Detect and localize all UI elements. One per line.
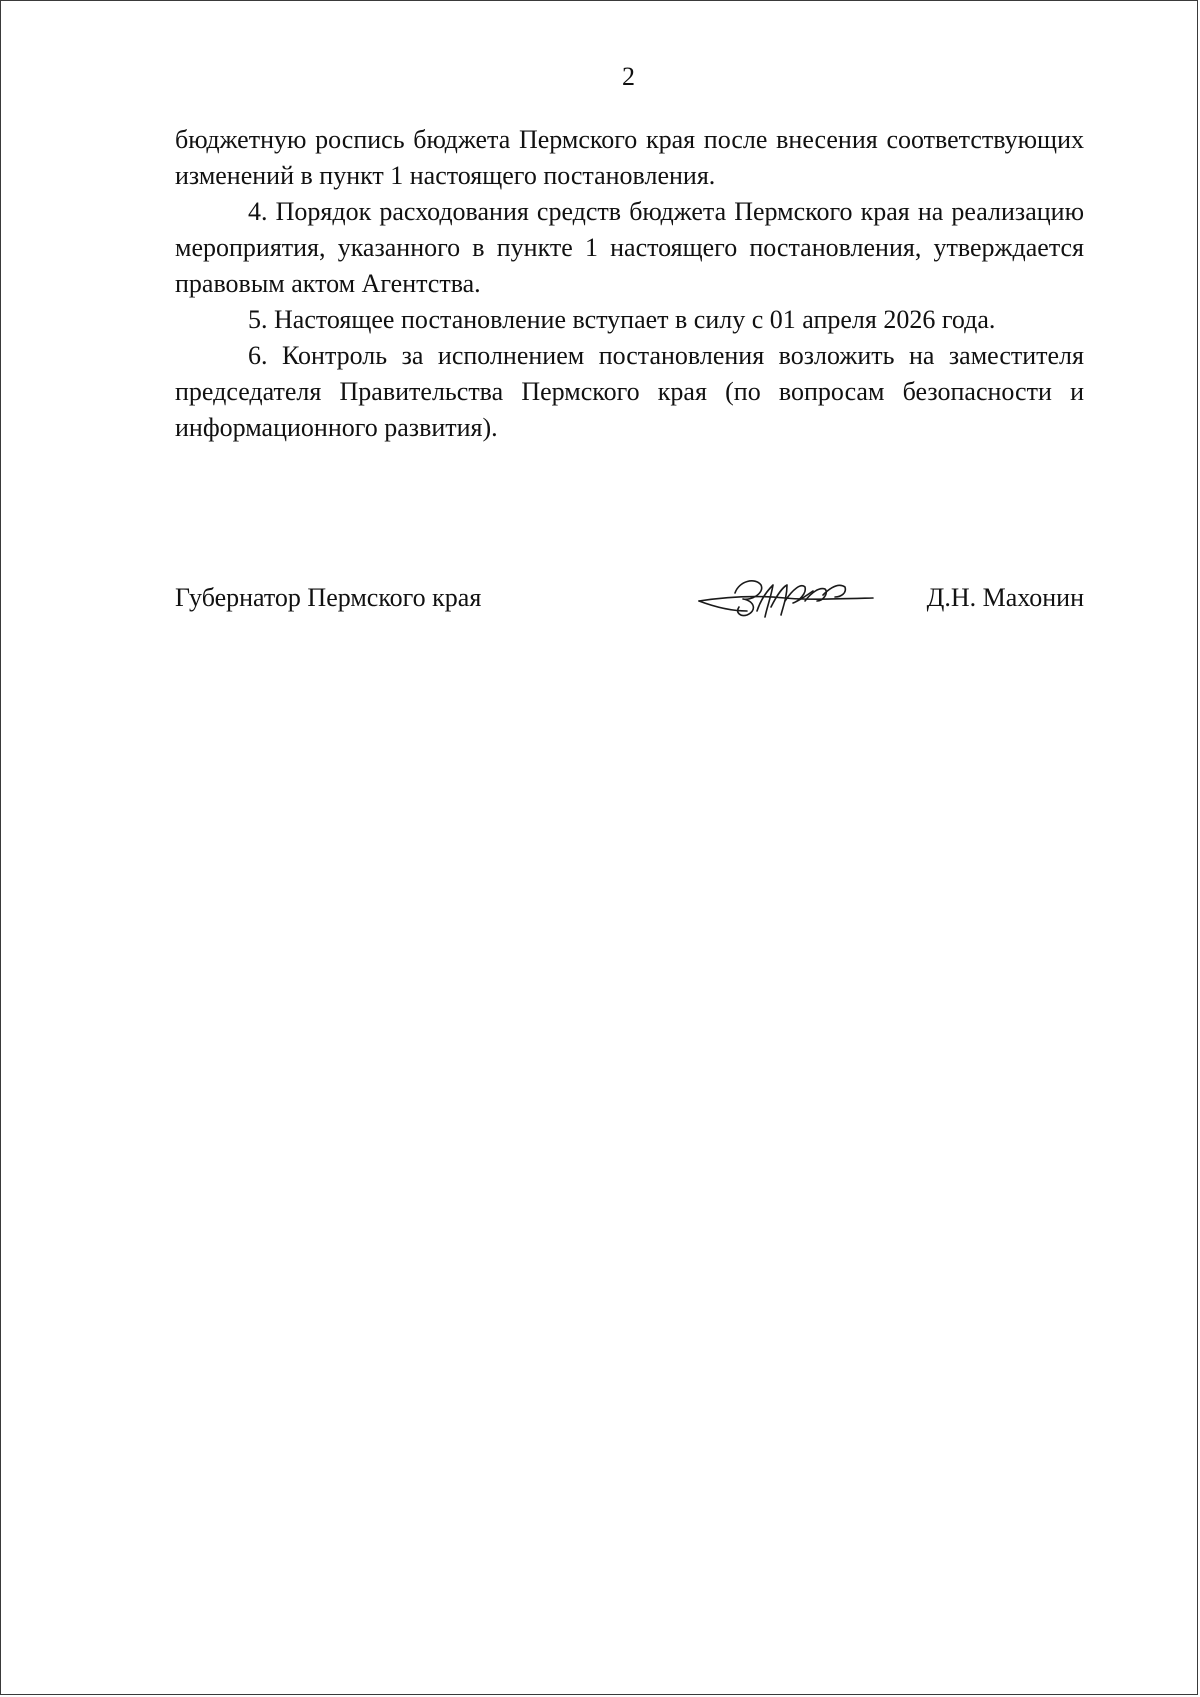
page-number: 2 [622,62,635,91]
document-body [175,122,1084,446]
signer-name: Д.Н. Махонин [926,583,1084,612]
handwritten-signature [695,571,875,627]
paragraph-4: 4. Порядок расходования средств бюджета Пермского края на реализацию мероприятия, указанного в пункте 1 настоящего постановления, утверждается правовым актом Агентства. [175,197,1084,298]
paragraph-1: бюджетную роспись бюджета Пермского края после внесения соответствующих изменений в пункт 1 настоящего постановления. [175,125,1084,190]
signer-title: Губернатор Пермского края [175,583,482,612]
signature-block [175,583,1084,623]
paragraph-6: 6. Контроль за исполнением постановления возложить на заместителя председателя Правительства Пермского края (по вопросам безопасности и информационного развития). [175,341,1084,442]
paragraph-5: 5. Настоящее постановление вступает в силу с 01 апреля 2026 года. [248,305,996,334]
